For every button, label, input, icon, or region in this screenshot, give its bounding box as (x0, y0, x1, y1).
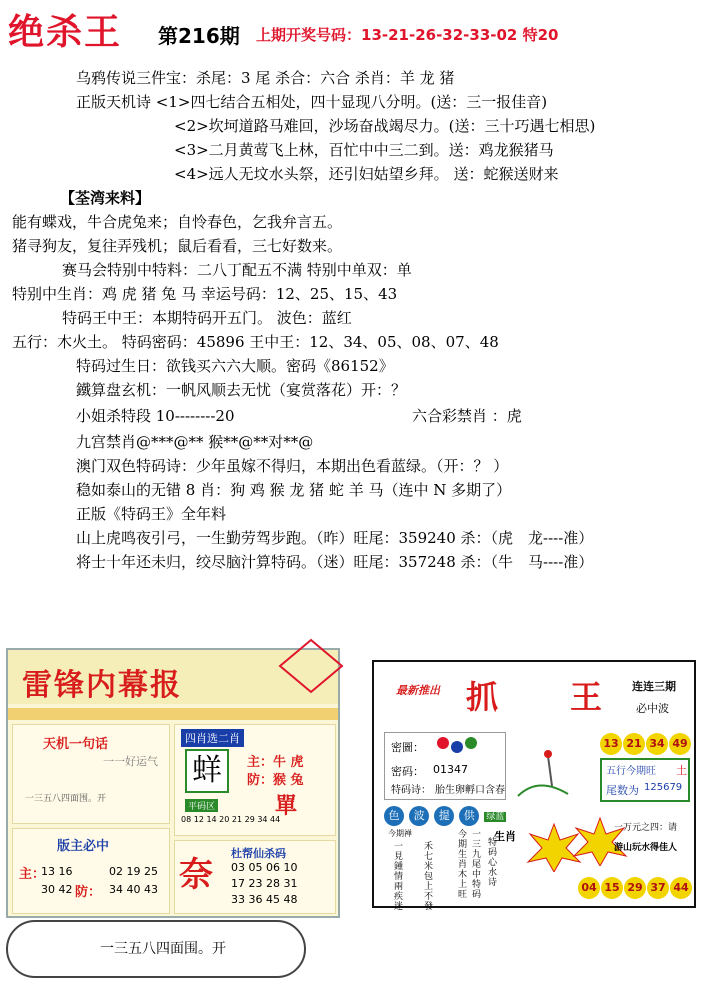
special-label: 特码诗： (391, 785, 431, 796)
number-ball: 29 (624, 877, 646, 899)
code-number: 01347 (433, 763, 468, 776)
single-mark: 單 (275, 793, 298, 819)
number-ball: 49 (669, 733, 691, 755)
column-title: 今期禅 (388, 829, 412, 838)
panel-title: 版主必中 (57, 839, 110, 854)
row-label: 主： (19, 867, 46, 882)
row-values: 30 42 (41, 883, 73, 896)
text-line: <4>远人无坟水头祭，还引妇姑望乡拜。 送：蛇猴送财来 (174, 165, 559, 183)
card-title-left: 抓 (466, 678, 499, 716)
text-line: 小姐杀特段 10--------20 (76, 407, 235, 425)
text-line: 将士十年还未归，绞尽脑汁算特码。（迷）旺尾：357248 杀：（牛 马----准） (76, 553, 594, 571)
code-number-label: 密码： (391, 765, 424, 778)
zodiac-label: 生肖 (494, 830, 516, 843)
number-ball: 15 (601, 877, 623, 899)
text-line: 九宫禁肖@***@** 猴**@**对**@ (76, 433, 314, 451)
special-text: 胎生卵孵口含春 (435, 785, 505, 796)
code-label: 密圖： (391, 741, 424, 754)
text-line: 稳如泰山的无错 8 肖：狗 鸡 猴 龙 猪 蛇 羊 马（连中 N 多期了） (76, 481, 512, 499)
panel-kill-code (174, 840, 336, 914)
top-number-balls (600, 732, 692, 755)
row-label: 防： (75, 885, 102, 900)
quote-text: 游山玩水得佳人 (614, 843, 678, 853)
flat-zone-label: 平码区 (185, 799, 218, 812)
vertical-text: 今期生肖木上旺 (458, 830, 468, 900)
code-dot-icon (451, 741, 463, 753)
page-title: 绝杀王 (8, 12, 123, 53)
code-box (384, 732, 506, 800)
cloud-text: 一三五八四面围。开 (100, 941, 226, 957)
text-line: 赛马会特别中特料：二八丁配五不满 特别中单双：单 (62, 261, 412, 279)
vertical-text: 特码心水诗 (488, 838, 498, 888)
cloud-bubble (6, 920, 306, 978)
text-line: 五行：木火土。 特码密码：45896 王中王：12、34、05、08、07、48 (12, 333, 499, 351)
heron-icon (508, 736, 588, 806)
card-band (8, 708, 338, 720)
kill-row: 33 36 45 48 (231, 893, 298, 906)
card-title: 雷锋内幕报 (22, 668, 182, 703)
number-ball: 21 (623, 733, 645, 755)
text-line: 能有蝶戏，牛合虎兔来；自怜春色，乞我弁言五。 (12, 213, 343, 231)
number-ball: 34 (646, 733, 668, 755)
text-line: 乌鸦传说三件宝：杀尾：3 尾 杀合：六合 杀肖：羊 龙 猪 (76, 69, 455, 87)
color-tags (384, 804, 506, 826)
text-line: <2>坎坷道路马难回，沙场奋战竭尽力。(送：三十巧遇七相思) (174, 117, 596, 135)
color-tag: 波 (409, 806, 429, 826)
text-line: 澳门双色特码诗：少年虽嫁不得归，本期出色看蓝绿。（开：？ ） (76, 457, 509, 475)
guard-pick: 防：猴 兔 (247, 773, 304, 788)
vertical-text: 禾七米包上不發 (424, 842, 434, 912)
text-line: <3>二月黄莺飞上林，百忙中中三二到。送：鸡龙猴猪马 (174, 141, 554, 159)
tail-label: 尾数为 (606, 784, 639, 797)
color-tag: 色 (384, 806, 404, 826)
panel-sky-word (12, 724, 170, 824)
panel-four-zodiac (174, 724, 336, 836)
five-label: 五行今期旺 (606, 766, 656, 777)
issue-number: 第216期 (158, 24, 240, 48)
text-line: 正版《特码王》全年料 (76, 505, 227, 523)
panel-foot: 一三五八四面围。开 (25, 794, 107, 804)
bottom-number-balls (578, 876, 693, 899)
new-label: 最新推出 (396, 684, 440, 697)
catch-king-card (372, 660, 696, 912)
sure-wave-label: 必中波 (636, 702, 669, 715)
panel-title: 四肖选二肖 (181, 729, 244, 747)
decor-diamond-icon (276, 636, 346, 696)
row-values: 13 16 (41, 865, 73, 878)
section-heading: 【荃湾来料】 (60, 189, 151, 207)
text-line: 山上虎鸣夜引弓，一生勤劳驾步跑。（昨）旺尾：359240 杀：（虎 龙----准） (76, 529, 594, 547)
kill-row: 03 05 06 10 (231, 861, 298, 874)
text-line: 特码过生日：欲钱买六六大顺。密码《86152》 (76, 357, 394, 375)
text-line: 正版天机诗 <1>四七结合五相处，四十显现八分明。(送：三一报佳音) (76, 93, 548, 111)
number-ball: 04 (578, 877, 600, 899)
row-values: 02 19 25 (109, 865, 158, 878)
decor-glyph: 奈 (179, 855, 213, 895)
number-ball: 44 (670, 877, 692, 899)
text-line: 特别中生肖：鸡 虎 猪 兔 马 幸运号码：12、25、15、43 (12, 285, 398, 303)
color-tag: 供 (459, 806, 479, 826)
zodiac-glyph: 蛘 (185, 749, 229, 793)
element-box (600, 758, 690, 802)
main-pick: 主：牛 虎 (247, 755, 304, 770)
panel-title: 杜帮仙杀码 (231, 847, 286, 860)
kill-row: 17 23 28 31 (231, 877, 298, 890)
streak-label: 连连三期 (632, 680, 676, 693)
number-ball: 37 (647, 877, 669, 899)
text-line: 特码王中王：本期特码开五门。 波色：蓝红 (62, 309, 352, 327)
panel-subtitle: 一一好运气 (103, 755, 158, 768)
code-dot-icon (437, 737, 449, 749)
five-value: 土 (676, 764, 687, 777)
text-line: 六合彩禁肖 ：虎 (412, 407, 522, 425)
vertical-text: 一見鍾情兩疾迷 (394, 842, 404, 912)
card-title-right: 王 (570, 678, 603, 716)
panel-title: 天机一句话 (43, 737, 109, 752)
flat-zone-numbers: 08 12 14 20 21 29 34 44 (181, 815, 281, 824)
tail-value: 125679 (644, 782, 683, 793)
color-tag: 提 (434, 806, 454, 826)
last-draw-numbers: 上期开奖号码：13-21-26-32-33-02 特20 (256, 26, 559, 44)
number-ball: 13 (600, 733, 622, 755)
text-line: 鐵算盘玄机：一帆风顺去无忧（宴赏落花）开：？ (76, 381, 407, 399)
vertical-text: 一三九尾中特码 (472, 830, 482, 900)
quote-label: 一万元之四：请 (614, 823, 678, 833)
panel-moderator-pick (12, 828, 170, 914)
code-dot-icon (465, 737, 477, 749)
color-tag-note: 绿蓝 (486, 812, 505, 822)
text-line: 猪寻狗友，复往弄残机；鼠后看看，三七好数来。 (12, 237, 343, 255)
row-values: 34 40 43 (109, 883, 158, 896)
